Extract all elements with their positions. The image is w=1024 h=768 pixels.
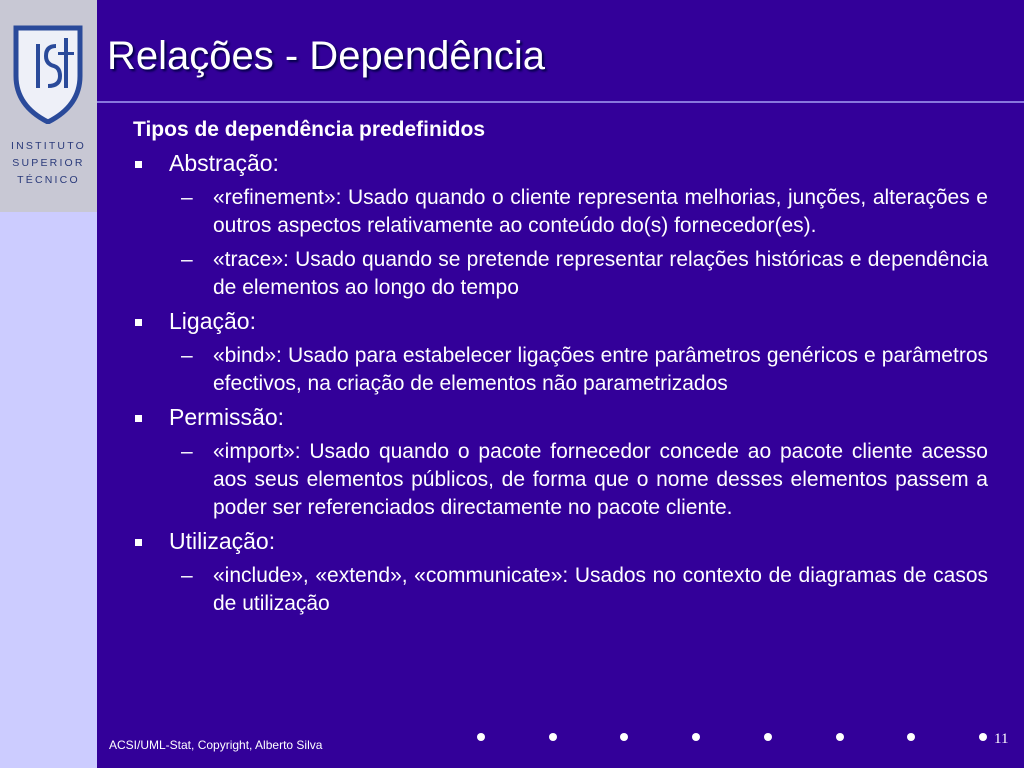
sub-item: – «import»: Usado quando o pacote fornecedor concede ao pacote cliente acesso aos seus elementos públicos, de forma que o nome desses elementos passem a poder ser referenciados directamente no pacote cliente. [181,440,988,519]
sub-item: – «include», «extend», «communicate»: Usados no contexto de diagramas de casos de utilização [181,564,988,615]
dash-icon: – [181,564,193,587]
title-divider [97,101,1024,103]
bullet-ligacao: Ligação: [133,308,988,335]
logo-line-3: TÉCNICO [17,174,80,186]
footer-credit: ACSI/UML-Stat, Copyright, Alberto Silva [109,738,323,752]
slide-content [133,118,988,624]
bullet-utilizacao: Utilização: [133,528,988,555]
dot-icon [907,733,915,741]
page-number: 11 [994,731,1009,747]
dash-icon: – [181,248,193,271]
dot-icon [764,733,772,741]
dot-icon [979,733,987,741]
sidebar [0,0,97,768]
logo-line-1: INSTITUTO [10,140,87,152]
square-bullet-icon [135,319,142,326]
sub-item: – «refinement»: Usado quando o cliente representa melhorias, junções, alterações e outros aspectos relativamente ao conteúdo do(s) fornecedor(es). [181,186,988,237]
square-bullet-icon [135,539,142,546]
sub-item: – «trace»: Usado quando se pretende representar relações históricas e dependência de elementos ao longo do tempo [181,248,988,299]
dash-icon: – [181,440,193,463]
dash-icon: – [181,344,193,367]
sub-item: – «bind»: Usado para estabelecer ligações entre parâmetros genéricos e parâmetros efectivos, na criação de elementos não parametrizados [181,344,988,395]
ist-logo [0,0,97,212]
square-bullet-icon [135,415,142,422]
footer-dots [477,733,987,741]
bullet-abstracao: Abstração: [133,150,988,177]
slide [97,0,1024,768]
content-heading: Tipos de dependência predefinidos [133,118,486,141]
dash-icon: – [181,186,193,209]
slide-title: Relações - Dependência [107,34,546,78]
dot-icon [692,733,700,741]
dot-icon [836,733,844,741]
logo-line-2: SUPERIOR [12,157,85,169]
ist-shield-icon [12,24,84,124]
dot-icon [477,733,485,741]
square-bullet-icon [135,161,142,168]
dot-icon [549,733,557,741]
bullet-permissao: Permissão: [133,404,988,431]
dot-icon [620,733,628,741]
